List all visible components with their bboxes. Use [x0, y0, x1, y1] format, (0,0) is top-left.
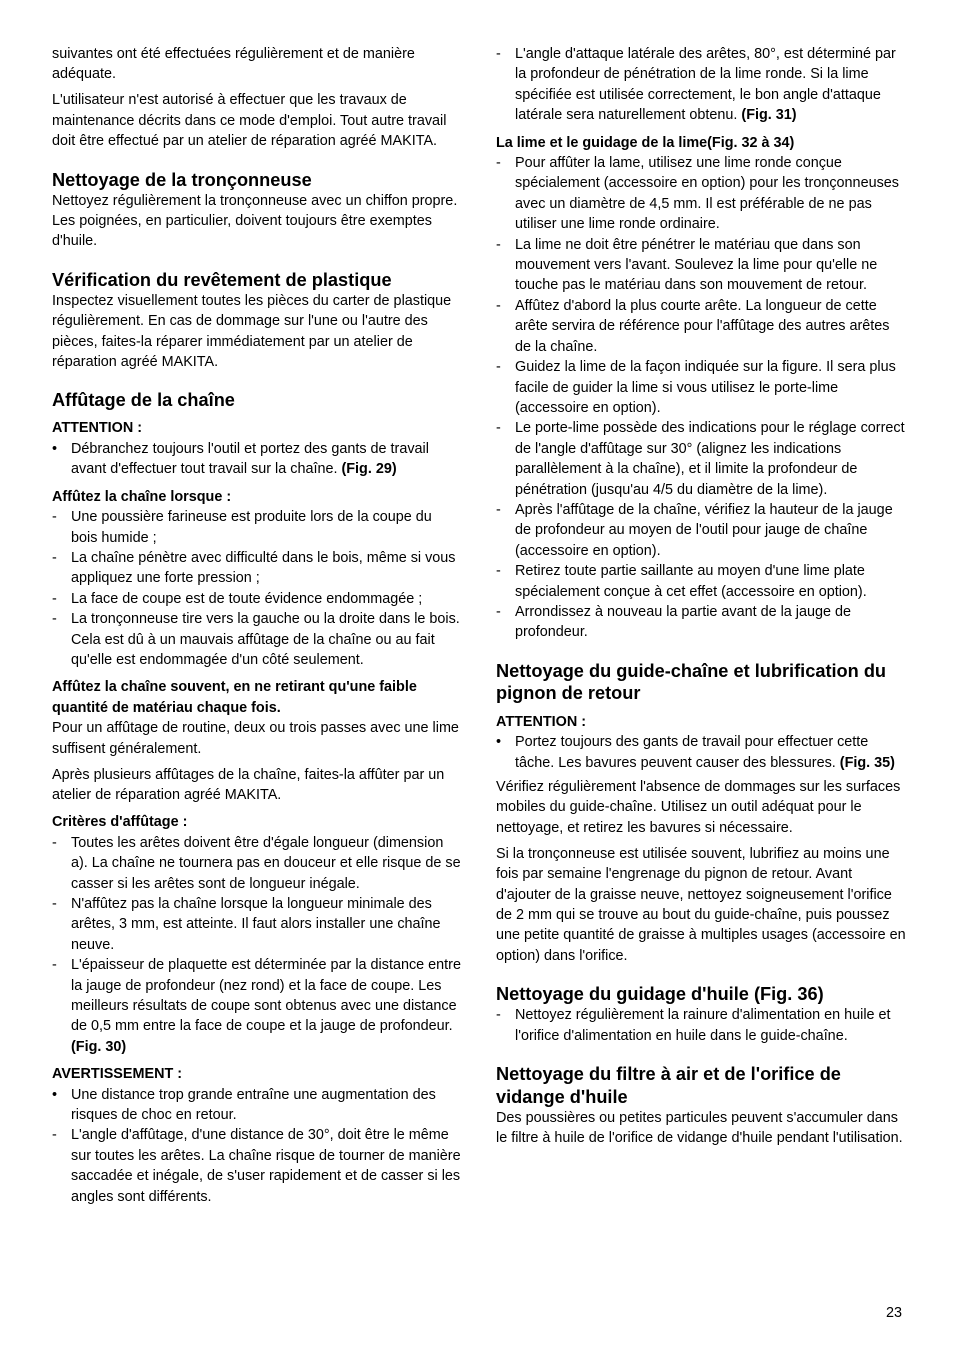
list-item-text: La lime ne doit être pénétrer le matériau que dans son mouvement vers l'avant. Soulevez la lime pour qu'elle ne touche pas le matériau dans son mouvement de retour.: [515, 236, 878, 294]
lorsque-list: [52, 507, 462, 670]
list-marker: -: [52, 611, 57, 628]
attention-list: [496, 732, 906, 773]
list-item: [52, 894, 462, 955]
list-marker: •: [496, 734, 502, 751]
list-item-text: Guidez la lime de la façon indiquée sur la figure. Il sera plus facile de guider la lime si vous utilisez le porte-lime (accessoire en option).: [515, 359, 896, 416]
list-item: [52, 609, 462, 670]
list-item: [52, 833, 462, 894]
section-heading: Nettoyage de la tronçonneuse: [52, 169, 312, 190]
list-item-text: Pour affûter la lame, utilisez une lime ronde conçue spécialement (accessoire en option) pour les tronçonneuses avec un diamètre de 4,5 mm. Il est préférable de ne pas utiliser une lime ronde ordinaire.: [515, 155, 899, 233]
list-item-text: La tronçonneuse tire vers la gauche ou la droite dans le bois. Cela est dû à un mauvais affûtage de la chaîne ou au fait qu'elle est endommagée d'un côté seulement.: [71, 611, 460, 668]
list-item: [52, 507, 462, 548]
section-paragraph: Inspectez visuellement toutes les pièces du carter de plastique régulièrement. En cas de dommage sur l'une ou l'autre des pièces, faites-la réparer immédiatement par un atelier de réparation agréé MAKITA.: [52, 292, 452, 371]
list-item-text: Arrondissez à nouveau la partie avant de la jauge de profondeur.: [515, 603, 852, 641]
body-paragraph: Vérifiez régulièrement l'absence de dommages sur les surfaces mobiles du guide-chaîne. Utilisez un outil adéquat pour le nettoyage, et retirez les bavures si nécessaire.: [496, 779, 901, 836]
list-marker: •: [52, 440, 58, 457]
attention-list: [52, 439, 462, 480]
lime-list: [496, 153, 906, 643]
section-heading: Affûtage de la chaîne: [52, 390, 235, 411]
list-item: [496, 732, 906, 773]
list-marker: -: [496, 297, 501, 314]
list-item-text: Le porte-lime possède des indications pour le réglage correct de l'angle d'affûtage sur 30° (alignez les indications parallèlement à la chaîne), et il limite la profondeur de pénétration (jusqu'au 4/5 du diamètre de la lime).: [515, 420, 905, 498]
subsection-label: La lime et le guidage de la lime(Fig. 32 à 34): [496, 134, 795, 151]
list-item-text: Toutes les arêtes doivent être d'égale longueur (dimension a). La chaîne ne tournera pas en douceur et elle risque de se casser si les arêtes sont de longueur inégale.: [71, 834, 461, 892]
list-marker: -: [496, 155, 501, 172]
list-item-text: La face de coupe est de toute évidence endommagée ;: [71, 590, 423, 607]
list-item-text: Une poussière farineuse est produite lors de la coupe du bois humide ;: [71, 509, 432, 546]
list-item: [496, 44, 906, 126]
section-paragraph: Nettoyez régulièrement la tronçonneuse avec un chiffon propre. Les poignées, en particulier, doivent toujours être exemptes d'huile.: [52, 192, 458, 250]
list-item-text: L'angle d'affûtage, d'une distance de 30°, doit être le même sur toutes les arêtes. La chaîne risque de tourner de manière saccadée et inégale, de s'user rapidement et de casser si les angles sont différents.: [71, 1127, 461, 1205]
warning-label: AVERTISSEMENT :: [52, 1066, 183, 1083]
list-item: [52, 589, 462, 609]
avertissement-list: [52, 1085, 462, 1207]
list-item-text: Nettoyez régulièrement la rainure d'alimentation en huile et l'orifice d'alimentation en huile dans le guide-chaîne.: [515, 1007, 891, 1044]
list-item-text: Débranchez toujours l'outil et portez des gants de travail avant d'effectuer tout travail sur la chaîne.: [71, 440, 429, 478]
list-item-text: Portez toujours des gants de travail pour effectuer cette tâche. Les bavures peuvent causer des blessures.: [515, 734, 869, 771]
list-item: [496, 602, 906, 643]
list-marker: -: [496, 563, 501, 580]
list-item: [52, 1125, 462, 1207]
list-marker: -: [52, 834, 57, 851]
section-heading: Nettoyage du guidage d'huile (Fig. 36): [496, 984, 824, 1005]
attention-label: ATTENTION :: [496, 713, 587, 730]
list-marker: -: [496, 236, 501, 253]
list-item: [496, 296, 906, 357]
list-item-text: N'affûtez pas la chaîne lorsque la longueur minimale des arêtes, 3 mm, est atteinte. Il faut alors installer une chaîne neuve.: [71, 896, 441, 953]
attention-label: ATTENTION :: [52, 420, 143, 437]
list-marker: -: [52, 590, 57, 607]
list-marker: -: [52, 549, 57, 566]
intro-paragraph: L'utilisateur n'est autorisé à effectuer que les travaux de maintenance décrits dans ce mode d'emploi. Tout autre travail doit être effectué par un atelier de réparation agréé MAKITA.: [52, 92, 447, 150]
list-item-text: L'angle d'attaque latérale des arêtes, 80°, est déterminé par la profondeur de pénétration de la lime ronde. Si la lime spécifiée est utilisée correctement, le bon angle d'attaque latérale sera naturellement obtenu.: [515, 46, 896, 124]
angle-list: [496, 44, 906, 126]
list-item: [52, 548, 462, 589]
list-marker: -: [496, 501, 501, 518]
list-item: [496, 500, 906, 561]
page-number: 23: [885, 1305, 902, 1321]
criteres-list: [52, 833, 462, 1057]
list-item-text: Une distance trop grande entraîne une augmentation des risques de choc en retour.: [71, 1086, 436, 1124]
list-item: [496, 153, 906, 235]
figure-reference: (Fig. 30): [71, 1038, 127, 1055]
list-marker: -: [52, 1127, 57, 1144]
body-paragraph: Si la tronçonneuse est utilisée souvent, lubrifiez au moins une fois par semaine l'engrenage du pignon de retour. Avant d'ajouter de la graisse neuve, nettoyez soigneusement l'orifice de 2 mm qui se trouve au bout du guide-chaîne, puis poussez une petite quantité de graisse à multiples usages (accessoire en option) dans l'orifice.: [496, 845, 906, 964]
list-marker: -: [496, 359, 501, 376]
list-item: [496, 561, 906, 602]
list-item: [496, 1005, 906, 1046]
list-marker: -: [496, 603, 501, 620]
list-marker: -: [496, 420, 501, 437]
section-paragraph: Des poussières ou petites particules peuvent s'accumuler dans le filtre à huile de l'orifice de vidange d'huile pendant l'utilisation.: [496, 1110, 903, 1147]
list-marker: -: [52, 957, 57, 974]
subsection-label: Affûtez la chaîne souvent, en ne retirant qu'une faible quantité de matériau chaque fois.: [52, 679, 417, 716]
intro-paragraph: suivantes ont été effectuées régulièrement et de manière adéquate.: [52, 46, 415, 83]
list-item: [52, 1085, 462, 1126]
section-heading: Nettoyage du filtre à air et de l'orifice de vidange d'huile: [496, 1064, 841, 1107]
list-item: [496, 357, 906, 418]
list-item: [496, 235, 906, 296]
list-item-text: Retirez toute partie saillante au moyen d'une lime plate spécialement conçue à cet effet (accessoire en option).: [515, 563, 867, 600]
list-marker: -: [52, 896, 57, 912]
figure-reference: (Fig. 35): [839, 754, 895, 771]
body-paragraph: Après plusieurs affûtages de la chaîne, faites-la affûter par un atelier de réparation agréé MAKITA.: [52, 766, 445, 803]
left-column: [52, 44, 462, 1211]
section-heading: Nettoyage du guide-chaîne et lubrification du pignon de retour: [496, 660, 887, 704]
huile-list: [496, 1005, 906, 1046]
list-marker: -: [52, 509, 57, 526]
body-paragraph: Pour un affûtage de routine, deux ou trois passes avec une lime suffisent généralement.: [52, 720, 459, 757]
list-item: [496, 418, 906, 500]
figure-reference: (Fig. 29): [341, 461, 397, 478]
subsection-label: Critères d'affûtage :: [52, 814, 188, 831]
list-marker: •: [52, 1086, 58, 1103]
list-item-text: Affûtez d'abord la plus courte arête. La longueur de cette arête servira de référence pour l'affûtage des autres arêtes de la chaîne.: [515, 297, 890, 355]
list-item: [52, 955, 462, 1057]
right-column: [496, 44, 906, 1154]
subsection-label: Affûtez la chaîne lorsque :: [52, 488, 232, 505]
section-heading: Vérification du revêtement de plastique: [52, 269, 392, 290]
list-item: [52, 439, 462, 480]
list-marker: -: [496, 46, 501, 62]
list-marker: -: [496, 1007, 501, 1024]
list-item-text: La chaîne pénètre avec difficulté dans le bois, même si vous appliquez une forte pression ;: [71, 549, 456, 587]
list-item-text: Après l'affûtage de la chaîne, vérifiez la hauteur de la jauge de profondeur au moyen de l'outil pour jauge de chaîne (accessoire en option).: [515, 501, 893, 559]
figure-reference: (Fig. 31): [741, 107, 797, 124]
list-item-text: L'épaisseur de plaquette est déterminée par la distance entre la jauge de profondeur (nez rond) et la face de coupe. Les meilleurs résultats de coupe sont obtenus avec une distance de 0,5 mm entre la face de coupe et la jauge de profondeur.: [71, 957, 461, 1035]
